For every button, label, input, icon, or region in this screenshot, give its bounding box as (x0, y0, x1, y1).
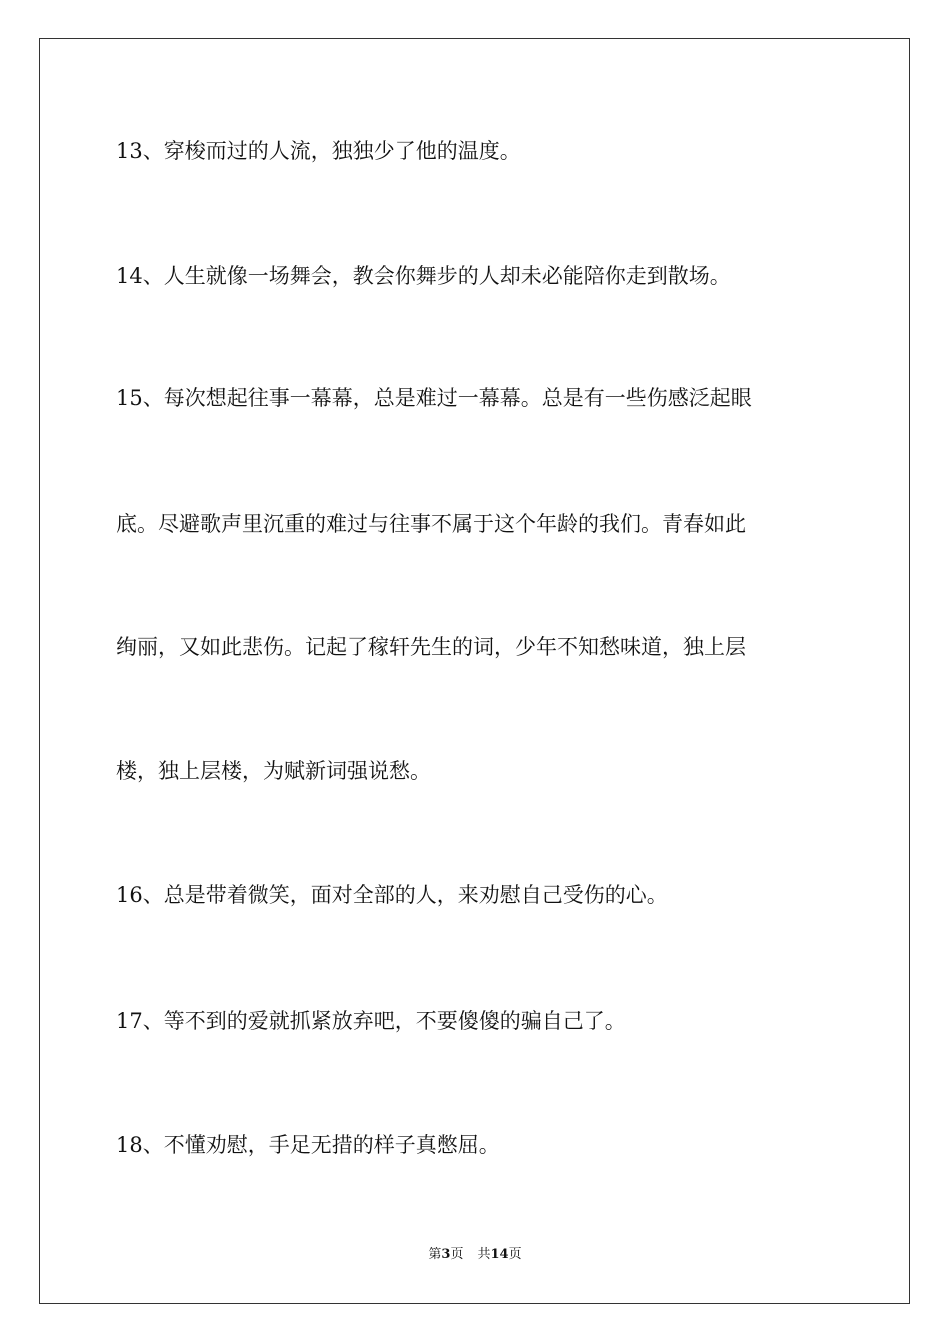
page-prefix: 第 (428, 1247, 442, 1262)
page-suffix: 页 (450, 1247, 464, 1262)
text-line-13: 13、穿梭而过的人流，独独少了他的温度。 (116, 139, 521, 163)
text-line-15a: 15、每次想起往事一幕幕，总是难过一幕幕。总是有一些伤感泛起眼 (116, 386, 752, 410)
total-prefix: 共 (477, 1247, 491, 1262)
text-line-17: 17、等不到的爱就抓紧放弃吧，不要傻傻的骗自己了。 (116, 1009, 626, 1033)
page-number: 3 (441, 1247, 451, 1262)
page-footer (0, 1246, 950, 1264)
text-line-15c: 绚丽，又如此悲伤。记起了稼轩先生的词，少年不知愁味道，独上层 (116, 635, 746, 659)
text-line-18: 18、不懂劝慰，手足无措的样子真憋屈。 (116, 1133, 500, 1157)
text-line-16: 16、总是带着微笑，面对全部的人，来劝慰自己受伤的心。 (116, 883, 668, 907)
page-border (39, 38, 910, 1304)
text-line-15d: 楼，独上层楼，为赋新词强说愁。 (116, 759, 431, 783)
text-line-15b: 底。尽避歌声里沉重的难过与往事不属于这个年龄的我们。青春如此 (116, 512, 746, 536)
text-line-14: 14、人生就像一场舞会，教会你舞步的人却未必能陪你走到散场。 (116, 264, 731, 288)
total-pages: 14 (490, 1247, 509, 1262)
total-suffix: 页 (508, 1247, 522, 1262)
